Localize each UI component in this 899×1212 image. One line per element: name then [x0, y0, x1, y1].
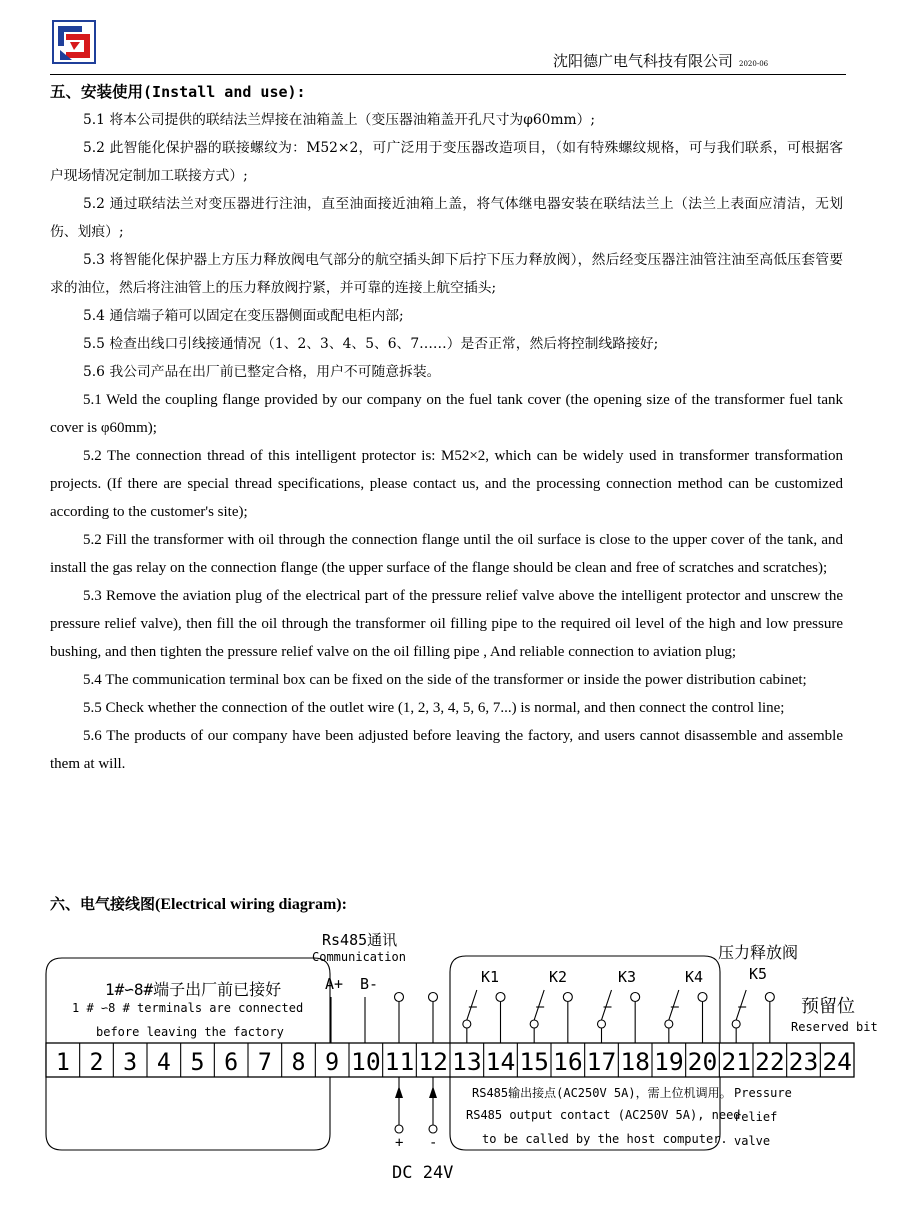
paragraph: 5.1 Weld the coupling flange provided by our company on the fuel tank cover (the opening size of the transformer fuel tank cover is φ60mm); [50, 392, 843, 436]
k4-label: K4 [685, 968, 704, 986]
terminal-number: 15 [519, 1048, 550, 1076]
output-contact-label-en-2: to be called by the host computer. [482, 1132, 728, 1146]
reserved-label-en: Reserved bit [791, 1020, 878, 1034]
terminal-number: 22 [755, 1048, 785, 1076]
paragraph: 5.6 The products of our company have been adjusted before leaving the factory, and users cannot disassemble and assemble them at will. [50, 728, 843, 772]
terminal-number: 13 [452, 1048, 482, 1076]
paragraph: 5.2 通过联结法兰对变压器进行注油，直至油面接近油箱上盖，将气体继电器安装在联结法兰上（法兰上表面应清洁，无划伤、划痕）; [50, 196, 843, 240]
paragraph: 5.6 我公司产品在出厂前已整定合格，用户不可随意拆装。 [83, 364, 441, 380]
terminal-11-top-icon [395, 993, 404, 1002]
terminal-number: 20 [687, 1048, 718, 1076]
b-minus-label: B- [360, 975, 379, 993]
terminal-number: 7 [257, 1048, 272, 1076]
terminal-number: 24 [822, 1048, 853, 1076]
section-6-title-cn: 六、电气接线图 [50, 895, 156, 913]
rs485-label: Rs485通讯 [322, 931, 398, 949]
k2-label: K2 [549, 968, 568, 986]
terminal-number: 19 [654, 1048, 684, 1076]
terminal-number: 11 [384, 1048, 415, 1076]
terminal-number: 12 [418, 1048, 448, 1076]
terminal-11-bottom-icon [395, 1125, 403, 1133]
section-5-title-cn: 五、安装使用 [50, 82, 144, 101]
minus-label: - [429, 1135, 438, 1151]
terminal-number: 9 [325, 1048, 340, 1076]
terminal-12-top-icon [429, 993, 438, 1002]
terminal-number: 1 [55, 1048, 70, 1076]
section-6-title-en: (Electrical wiring diagram): [155, 896, 347, 913]
arrow-up-icon [429, 1086, 437, 1098]
paragraph: 5.3 Remove the aviation plug of the electrical part of the pressure relief valve above the intelligent protector and unscrew the pressure relief valve), then fill the oil through the transformer oil filling pipe to the required oil level of the high and low pressure bushing, and then tighten the pressure relief valve on the oil filling pipe , And reliable connection to aviation plug; [50, 588, 843, 660]
terminal-number: 23 [788, 1048, 819, 1076]
relay-contact-icon [463, 990, 505, 1043]
terminal-number: 21 [721, 1048, 752, 1076]
paragraph: 5.2 此智能化保护器的联接螺纹为：M52×2，可广泛用于变压器改造项目，（如有特殊螺纹规格，可与我们联系，可根据客户现场情况定制加工联接方式）; [50, 140, 843, 184]
terminal-number: 3 [123, 1048, 138, 1076]
terminal-12-bottom-icon [429, 1125, 437, 1133]
output-contact-label-cn: RS485输出接点(AC250V 5A)，需上位机调用。 [472, 1086, 732, 1100]
terminal-number: 8 [291, 1048, 306, 1076]
terminal-number: 2 [89, 1048, 104, 1076]
reserved-label-cn: 预留位 [801, 996, 855, 1017]
paragraph: 5.2 The connection thread of this intelligent protector is: M52×2, which can be widely used in transformer transformation projects. (If there are special thread specifications, please contact us, and the processing connection method can be customized according to the customer's site); [50, 448, 843, 520]
terminal-number: 14 [485, 1048, 516, 1076]
k1-label: K1 [481, 968, 500, 986]
paragraph: 5.5 检查出线口引线接通情况（1、2、3、4、5、6、7……）是否正常，然后将控制线路接好; [83, 336, 659, 352]
paragraph: 5.3 将智能化保护器上方压力释放阀电气部分的航空插头卸下后拧下压力释放阀），然后经变压器注油管注油至高低压套管要求的油位，然后将注油管上的压力释放阀拧紧，并可靠的连接上航空插头; [50, 252, 843, 296]
a-plus-label: A+ [325, 975, 344, 993]
terminal-number: 6 [224, 1048, 239, 1076]
arrow-up-icon [395, 1086, 403, 1098]
terminal-number: 17 [586, 1048, 617, 1076]
relief-valve-label-en-3: valve [734, 1134, 771, 1148]
paragraph: 5.4 通信端子箱可以固定在变压器侧面或配电柜内部; [83, 308, 404, 324]
dc-24v-label: DC 24V [392, 1163, 454, 1183]
terminal-number: 10 [351, 1048, 381, 1076]
company-name-text: 沈阳德广电气科技有限公司 [553, 52, 734, 70]
document-date: 2020-06 [739, 60, 769, 68]
paragraph: 5.2 Fill the transformer with oil through the connection flange until the oil surface is close to the upper cover of the tank, and install the gas relay on the connection flange (the upper surface of the flange should be clean and free of scratches and scratches); [50, 532, 843, 576]
relief-valve-label-en-1: Pressure [734, 1086, 792, 1100]
relief-valve-label-cn: 压力释放阀 [718, 943, 799, 962]
terminal-number: 16 [553, 1048, 583, 1076]
terminal-number: 18 [620, 1048, 651, 1076]
relay-contact-icon [530, 990, 572, 1043]
factory-label-en-2: before leaving the factory [96, 1025, 284, 1039]
rs485-en-label: Communication [312, 950, 406, 964]
factory-label-en-1: 1 # ∽8 # terminals are connected [72, 1001, 304, 1015]
relief-valve-label-en-2: relief [734, 1110, 778, 1124]
section-5-title-en: (Install and use): [143, 83, 306, 101]
k3-label: K3 [618, 968, 637, 986]
output-contact-label-en-1: RS485 output contact (AC250V 5A), need [466, 1108, 741, 1122]
paragraph: 5.4 The communication terminal box can be fixed on the side of the transformer or inside the power distribution cabinet; [83, 672, 807, 688]
terminal-number: 5 [190, 1048, 205, 1076]
relay-contact-icon [665, 990, 707, 1043]
relay-contact-icon [732, 990, 774, 1043]
relay-contact-icon [598, 990, 640, 1043]
paragraph: 5.5 Check whether the connection of the outlet wire (1, 2, 3, 4, 5, 6, 7...) is normal, and then connect the control line; [83, 700, 785, 716]
k5-label: K5 [749, 965, 768, 983]
terminal-number: 4 [156, 1048, 171, 1076]
plus-label: + [395, 1135, 404, 1151]
paragraph: 5.1 将本公司提供的联结法兰焊接在油箱盖上（变压器油箱盖开孔尺寸为φ60mm）; [83, 112, 596, 128]
factory-label-cn: 1#∽8#端子出厂前已接好 [105, 980, 282, 999]
